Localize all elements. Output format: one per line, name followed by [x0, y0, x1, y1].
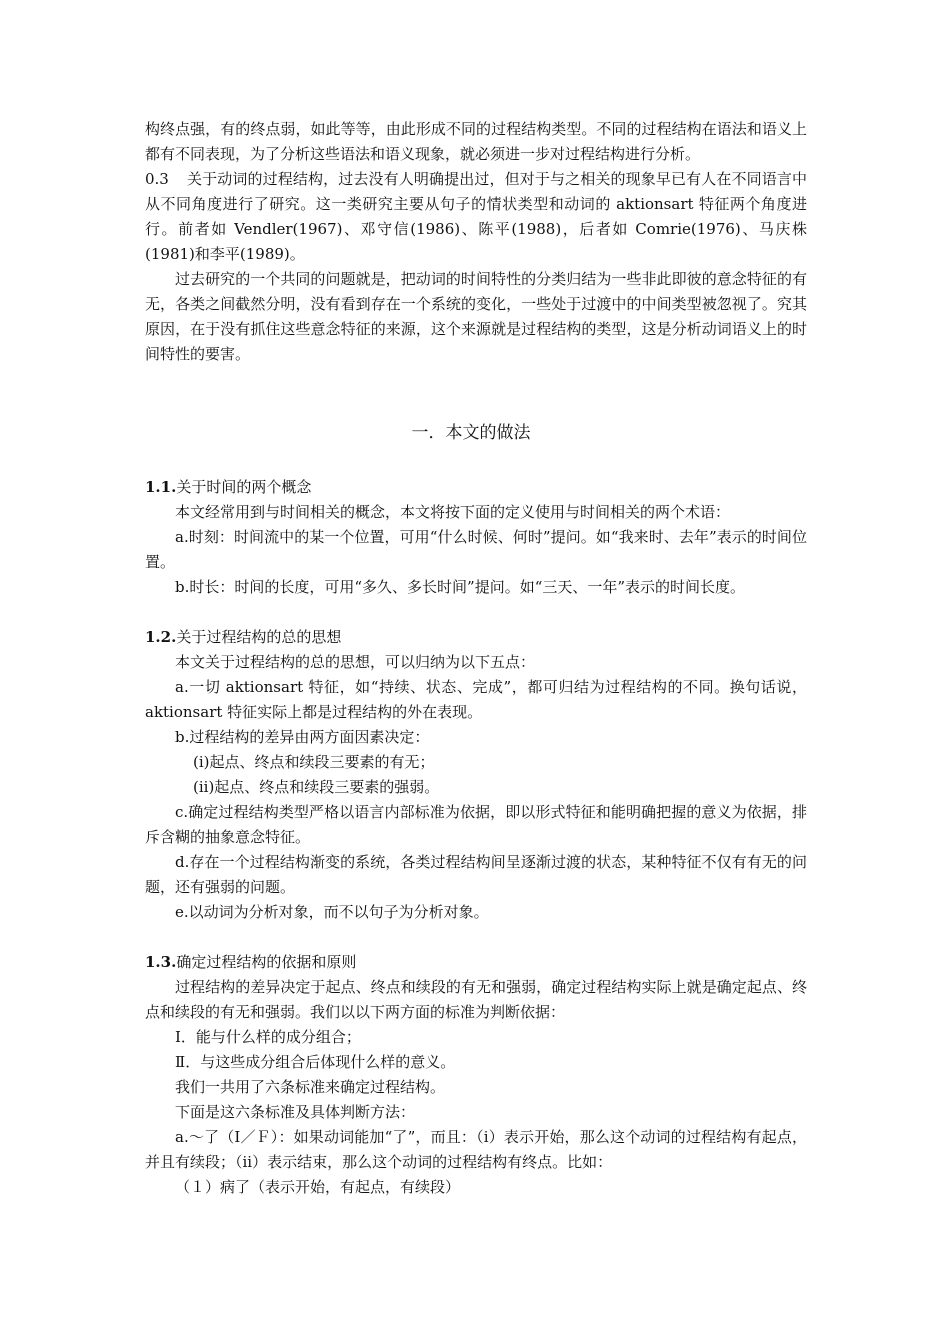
section-1-2-subitem-ii: (ii)起点、终点和续段三要素的强弱。 [193, 778, 440, 796]
section-1-3-paragraph-3: 下面是这六条标准及具体判断方法： [175, 1103, 416, 1121]
section-1-2-subitem-i: (i)起点、终点和续段三要素的有无； [193, 753, 435, 771]
intro-paragraph-3: 过去研究的一个共同的问题就是，把动词的时间特性的分类归结为一些非此即彼的意念特征的有无，各类之间截然分明，没有看到存在一个系统的变化，一些处于过渡中的中间类型被忽视了。究其原因，在于没有抓住这些意念特征的来源，这个来源就是过程结构的类型，这是分析动词语义上的时间特性的要害。 [145, 270, 807, 363]
section-1-2-paragraph: 本文关于过程结构的总的思想，可以归纳为以下五点： [175, 653, 536, 671]
section-number: 1.1. [145, 478, 177, 496]
section-1-1-item-b: b.时长：时间的长度，可用“多久、多长时间”提问。如“三天、一年”表示的时间长度。 [175, 578, 746, 596]
section-1-3-paragraph: 过程结构的差异决定于起点、终点和续段的有无和强弱，确定过程结构实际上就是确定起点、终点和续段的有无和强弱。我们以以下两方面的标准为判断依据： [145, 978, 807, 1021]
section-1-1-item-a: a.时刻：时间流中的某一个位置，可用“什么时候、何时”提问。如“我来时、去年”表示的时间位置。 [145, 528, 807, 571]
spacer [145, 600, 807, 625]
section-1-2-heading [145, 625, 807, 650]
section-1-2-item-b: b.过程结构的差异由两方面因素决定： [175, 728, 430, 746]
section-1-1-paragraph: 本文经常用到与时间相关的概念，本文将按下面的定义使用与时间相关的两个术语： [175, 503, 731, 521]
section-1-3-item-a: a.～了（Ⅰ／Ｆ）：如果动词能加“了”，而且：（i）表示开始，那么这个动词的过程结构有起点，并且有续段；（ii）表示结束，那么这个动词的过程结构有终点。比如： [145, 1128, 807, 1171]
section-1-3-heading [145, 950, 807, 975]
section-number-0-3: 0.3 [145, 170, 169, 188]
section-number: 1.3. [145, 953, 177, 971]
section-title: 确定过程结构的依据和原则 [176, 953, 357, 971]
section-1-3-paragraph-2: 我们一共用了六条标准来确定过程结构。 [175, 1078, 446, 1096]
section-1-3-criterion-1: Ⅰ．能与什么样的成分组合； [175, 1028, 361, 1046]
section-number: 1.2. [145, 628, 177, 646]
section-1-3-example-1: （１）病了（表示开始，有起点，有续段） [175, 1178, 461, 1196]
section-title: 关于过程结构的总的思想 [176, 628, 342, 646]
spacer [145, 925, 807, 950]
chapter-heading: 一．本文的做法 [411, 423, 531, 443]
intro-paragraph-2 [145, 167, 807, 267]
spacer [145, 450, 807, 475]
section-1-1-heading [145, 475, 807, 500]
section-1-3-criterion-2: Ⅱ．与这些成分组合后体现什么样的意义。 [175, 1053, 456, 1071]
document-page [145, 117, 807, 1200]
intro-paragraph-1: 构终点强，有的终点弱，如此等等，由此形成不同的过程结构类型。不同的过程结构在语法和语义上都有不同表现，为了分析这些语法和语义现象，就必须进一步对过程结构进行分析。 [145, 120, 807, 163]
section-1-2-item-e: e.以动词为分析对象，而不以句子为分析对象。 [175, 903, 489, 921]
intro-paragraph-2-text: 关于动词的过程结构，过去没有人明确提出过，但对于与之相关的现象早已有人在不同语言中从不同角度进行了研究。这一类研究主要从句子的情状类型和动词的 aktionsart 特征两个角度进行。前者如 Vendler(1967)、邓守信(1986)、陈平(1988)，后者如 Comrie(1976)、马庆株(1981)和李平(1989)。 [145, 170, 807, 263]
spacer [145, 367, 807, 416]
section-1-2-item-c: c.确定过程结构类型严格以语言内部标准为依据，即以形式特征和能明确把握的意义为依据，排斥含糊的抽象意念特征。 [145, 803, 807, 846]
section-1-2-item-d: d.存在一个过程结构渐变的系统，各类过程结构间呈逐渐过渡的状态，某种特征不仅有有无的问题，还有强弱的问题。 [145, 853, 807, 896]
section-1-2-item-a: a.一切 aktionsart 特征，如“持续、状态、完成”，都可归结为过程结构的不同。换句话说，aktionsart 特征实际上都是过程结构的外在表现。 [145, 678, 807, 721]
section-title: 关于时间的两个概念 [176, 478, 312, 496]
